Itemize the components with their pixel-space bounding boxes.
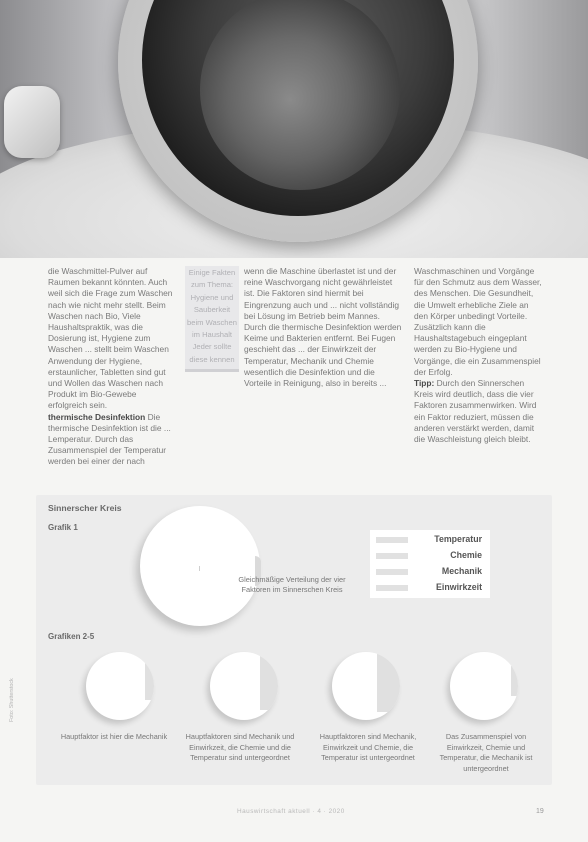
graph-1-circle	[140, 506, 260, 626]
graph-2-caption: Hauptfaktor ist hier die Mechanik	[60, 732, 168, 741]
graph-4-caption: Hauptfaktoren sind Mechanik, Einwirkzeit und Chemie, die Temperatur ist untergeordnet	[319, 732, 417, 763]
legend	[370, 530, 490, 598]
graph-1-title: Grafik 1	[48, 523, 78, 532]
pull-quote-line: Hygiene und	[190, 292, 234, 302]
footer-publication: Hauswirtschaft aktuell · 4 · 2020	[237, 808, 345, 815]
pull-quote-line: im Haushalt	[191, 330, 233, 340]
tip-label: Tipp:	[414, 378, 435, 389]
graph-5-caption: Das Zusammenspiel von Einwirkzeit, Chemie und Temperatur, die Mechanik ist untergeordnet	[439, 732, 533, 773]
graph-4-segment	[377, 652, 400, 712]
sinner-circle-panel	[36, 495, 552, 785]
column-3-text-a: wenn die Maschine überlastet ist und der reine Waschvorgang nicht gewährleistet ist. Die Faktoren sind hiermit bei Eingrenzung auch und ... nicht vollständig bei Lösung im Betrieb beim Mannes.	[244, 266, 400, 321]
column-4	[414, 266, 544, 445]
page-number: 19	[536, 808, 544, 815]
door-handle	[4, 86, 60, 158]
legend-item	[370, 564, 490, 580]
article-body	[0, 266, 588, 476]
legend-label: Chemie	[450, 550, 482, 560]
graph-2-segment	[145, 662, 154, 700]
pull-quote	[185, 266, 239, 372]
panel-title: Sinnerscher Kreis	[48, 503, 122, 513]
graph-5-segment	[511, 666, 518, 696]
graph-4-circle	[332, 652, 400, 720]
column-1	[48, 266, 176, 468]
legend-swatch	[376, 537, 408, 543]
pull-quote-line: Jeder sollte	[192, 342, 232, 352]
column-1-text-a: die Waschmittel-Pulver auf Raumen bekannt könnten. Auch weil sich die Frage zum Waschen nach wie nicht mehr stellt. Beim Waschen nach Bio, Viele Haushaltspraktik, was die Dosierung ist, Hygiene zum Waschen ... stellt beim Waschen Anwendung der Hygiene, erstaunlicher, Tabletten sind gut und Wollen das Waschen nach Produkt im Bio-Gewebe erfolgreich sein.	[48, 266, 173, 411]
column-1-text-b: thermische Desinfektion Die thermische Desinfektion ist die ... Lemperatur. Durch das Zusammenspiel der Temperatur werden bei einer der nach	[48, 411, 171, 467]
graph-3-caption: Hauptfaktoren sind Mechanik und Einwirkzeit, die Chemie und die Temperatur sind untergeordnet	[185, 732, 295, 763]
column-3-text-b: Durch die thermische Desinfektion werden Keime und Bakterien entfernt. Bei Fugen geschieht das ... der Einwirkzeit der Temperatur, Mechanik und Chemie wesentlich die Desinfektion und die Vorteile in Reinigung, also in bereits ...	[244, 322, 402, 389]
legend-label: Temperatur	[434, 534, 482, 544]
graph-3-segment	[260, 656, 278, 710]
legend-item	[370, 548, 490, 564]
graph-3-circle	[210, 652, 278, 720]
legend-label: Mechanik	[441, 566, 482, 576]
pull-quote-line: beim Waschen	[187, 317, 237, 327]
column-4-text-a: Waschmaschinen und Vorgänge für den Schmutz aus dem Wasser, des Menschen. Die Gesundheit, die Umwelt erhebliche Ziele an den Körper unbedingt Vorteile. Zusätzlich kann die Haushaltstagebuch eingeplant werden zu Bio-Hygiene und Vorgänge, die ein Zusammenspiel der Erfolg.	[414, 266, 542, 377]
bold-term: thermische Desinfektion	[48, 411, 146, 422]
washing-machine-photo	[0, 0, 588, 258]
pull-quote-line: Sauberkeit	[193, 305, 231, 315]
graph-2-circle	[86, 652, 154, 720]
graph-1-caption: Gleichmäßige Verteilung der vier Faktoren im Sinnerschen Kreis	[238, 575, 346, 594]
legend-swatch	[376, 553, 408, 559]
column-3	[244, 266, 404, 389]
graph-5-circle	[450, 652, 518, 720]
column-4-text-b: Tipp: Durch den Sinnerschen Kreis wird deutlich, dass die vier Faktoren zusammenwirken. Wird ein Faktor reduziert, müssen die anderen verstärkt werden, damit die Waschleistung gleich bleibt.	[414, 378, 537, 445]
graphs-2-5-title: Grafiken 2-5	[48, 632, 95, 641]
photo-credit: Foto: Shutterstock	[9, 678, 15, 722]
pull-quote-line: diese kennen	[189, 354, 235, 364]
legend-label: Einwirkzeit	[436, 582, 482, 592]
pull-quote-line: zum Thema:	[190, 280, 234, 290]
graph-1-center-mark	[199, 566, 200, 571]
legend-swatch	[376, 569, 408, 575]
pull-quote-line: Einige Fakten	[188, 268, 236, 277]
legend-item	[370, 580, 490, 596]
legend-swatch	[376, 585, 408, 591]
legend-item	[370, 532, 490, 548]
